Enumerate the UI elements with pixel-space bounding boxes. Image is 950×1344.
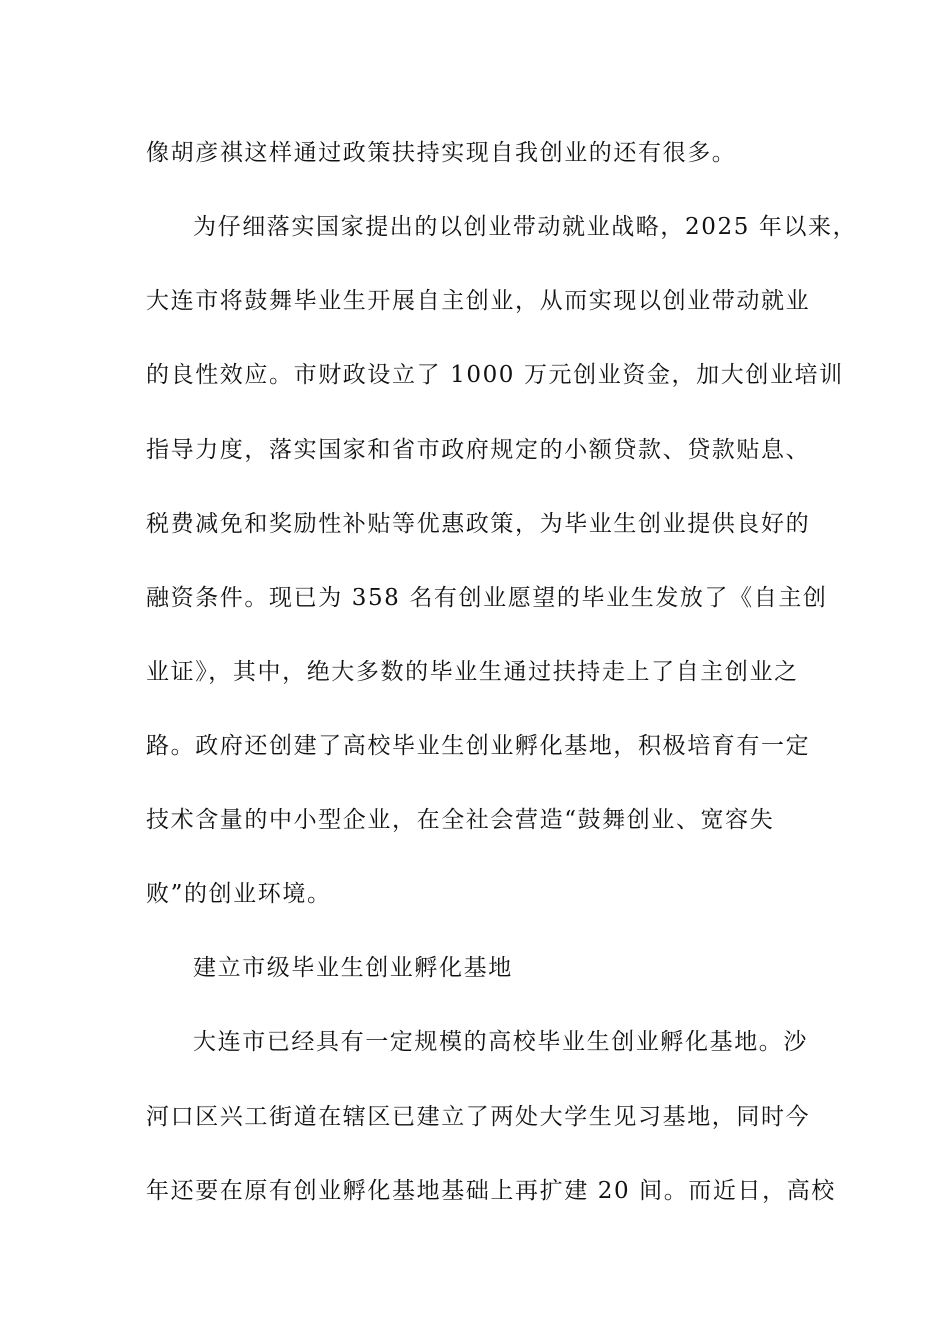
paragraph-line: 河口区兴工街道在辖区已建立了两处大学生见习基地，同时今 [146, 1104, 811, 1130]
paragraph-line: 的良性效应。市财政设立了 1000 万元创业资金，加大创业培训 [146, 362, 844, 388]
section-heading: 建立市级毕业生创业孵化基地 [193, 955, 513, 981]
paragraph-line: 大连市已经具有一定规模的高校毕业生创业孵化基地。沙 [193, 1029, 808, 1055]
paragraph-line: 税费减免和奖励性补贴等优惠政策，为毕业生创业提供良好的 [146, 511, 811, 537]
paragraph-line: 技术含量的中小型企业，在全社会营造“鼓舞创业、宽容失 [146, 807, 775, 833]
paragraph-line: 像胡彦祺这样通过政策扶持实现自我创业的还有很多。 [146, 140, 737, 166]
paragraph-line: 路。政府还创建了高校毕业生创业孵化基地，积极培育有一定 [146, 733, 811, 759]
paragraph-line: 为仔细落实国家提出的以创业带动就业战略，2025 年以来， [193, 214, 858, 240]
paragraph-line: 指导力度，落实国家和省市政府规定的小额贷款、贷款贴息、 [146, 437, 811, 463]
paragraph-line: 业证》，其中，绝大多数的毕业生通过扶持走上了自主创业之 [146, 659, 799, 685]
paragraph-line: 年还要在原有创业孵化基地基础上再扩建 20 间。而近日，高校 [146, 1178, 836, 1204]
paragraph-line: 融资条件。现已为 358 名有创业愿望的毕业生发放了《自主创 [146, 585, 828, 611]
paragraph-line: 败”的创业环境。 [146, 881, 332, 907]
paragraph-line: 大连市将鼓舞毕业生开展自主创业，从而实现以创业带动就业 [146, 288, 811, 314]
